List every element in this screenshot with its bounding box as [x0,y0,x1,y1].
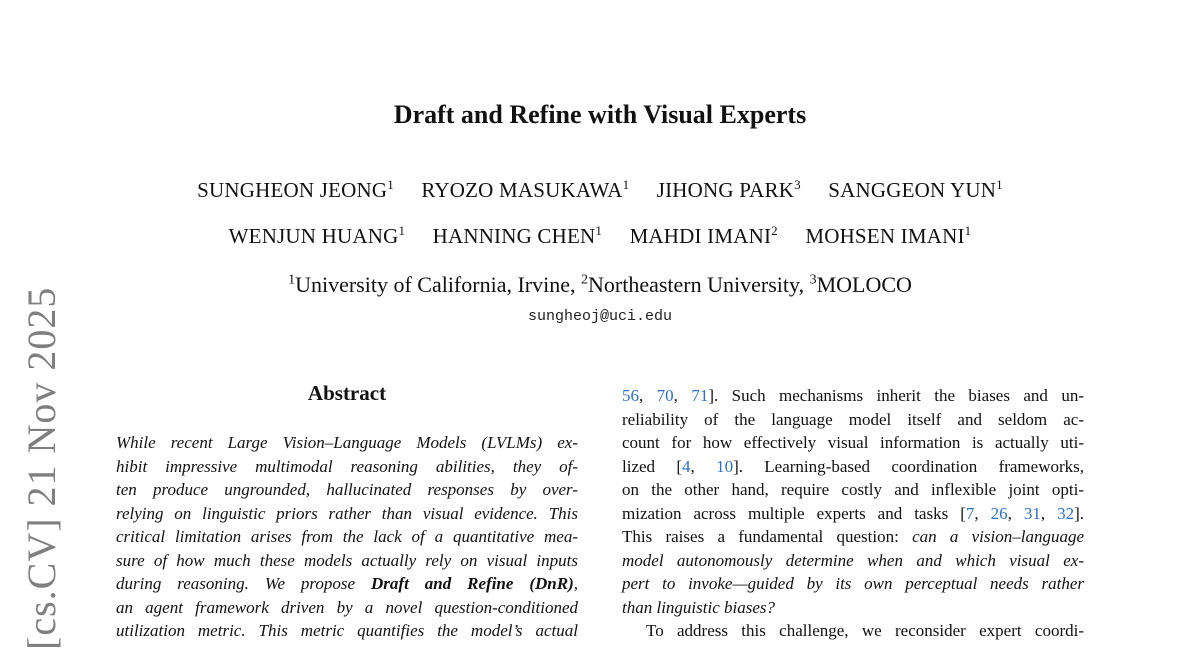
body-line: than linguistic biases? [622,597,775,617]
body-line: mization across multiple experts and tasks [7, 26, 31, 32]. [622,503,1085,523]
abstract-line: While recent Large Vision–Language Models (LVLMs) ex- [116,433,578,452]
abstract-body [116,431,578,643]
citation-link[interactable]: 4 [682,456,691,476]
body-line: on the other hand, require costly and inflexible joint opti- [622,480,1084,499]
author: MOHSEN IMANI$^1$ [805,223,972,248]
citation-link[interactable]: 7 [965,503,975,523]
body-line: This raises a fundamental question: can a vision–language [622,527,1084,546]
abstract-line: sure of how much these models actually rely on visual inputs [116,550,578,570]
affiliations: $^1$University of California, Irvine, $^2$Northeastern University, $^3$MOLOCO [288,272,912,297]
intro-body [622,384,1084,643]
citation-link[interactable]: 31 [1023,503,1041,523]
abstract-line: utilization metric. This metric quantifies the model’s actual [116,621,578,640]
body-line: reliability of the language model itself and seldom ac- [622,409,1084,429]
abstract-line: during reasoning. We propose Draft and Refine (DnR), [116,574,578,593]
method-name: Draft and Refine (DnR) [371,574,574,593]
body-line: 56, 70, 71]. Such mechanisms inherit the biases and un- [622,386,1084,405]
body-line: model autonomously determine when and which visual ex- [622,550,1084,570]
abstract-heading: Abstract [307,381,387,405]
authors-row-1 [0,177,1200,203]
author: HANNING CHEN$^1$ [432,223,603,248]
abstract-line: critical limitation arises from the lack of a quantitative mea- [116,527,578,546]
author: SUNGHEON JEONG$^1$ [197,177,394,202]
author: SANGGEON YUN$^1$ [828,177,1003,202]
author-email[interactable]: sungheoj@uci.edu [527,308,673,325]
citation-link[interactable]: 70 [656,386,674,405]
paper-title: Draft and Refine with Visual Experts [393,100,807,129]
body-line: lized [4, 10]. Learning-based coordination frameworks, [622,456,1085,476]
citation-link[interactable]: 26 [990,503,1008,523]
citation-link[interactable]: 71 [691,386,709,405]
abstract-line: relying on linguistic priors rather than visual evidence. This [116,503,578,523]
abstract-line: hibit impressive multimodal reasoning abilities, they of- [116,456,578,476]
citation-link[interactable]: 32 [1057,503,1075,523]
body-line: To address this challenge, we reconsider expert coordi- [646,621,1084,640]
author: JIHONG PARK$^3$ [656,177,801,202]
abstract-line: an agent framework driven by a novel question-conditioned [116,597,578,617]
author: WENJUN HUANG$^1$ [228,223,406,248]
authors-row-2 [0,223,1200,249]
author: RYOZO MASUKAWA$^1$ [421,177,630,202]
body-line: count for how effectively visual information is actually uti- [622,433,1084,452]
abstract-line: ten produce ungrounded, hallucinated responses by over- [116,480,578,499]
body-line: pert to invoke—guided by its own perceptual needs rather [622,574,1084,593]
citation-link[interactable]: 10 [716,456,734,476]
citation-link[interactable]: 56 [622,386,639,405]
arxiv-identifier-stamp: [cs.CV] 21 Nov 2025 [19,286,64,650]
author: MAHDI IMANI$^2$ [629,223,778,248]
